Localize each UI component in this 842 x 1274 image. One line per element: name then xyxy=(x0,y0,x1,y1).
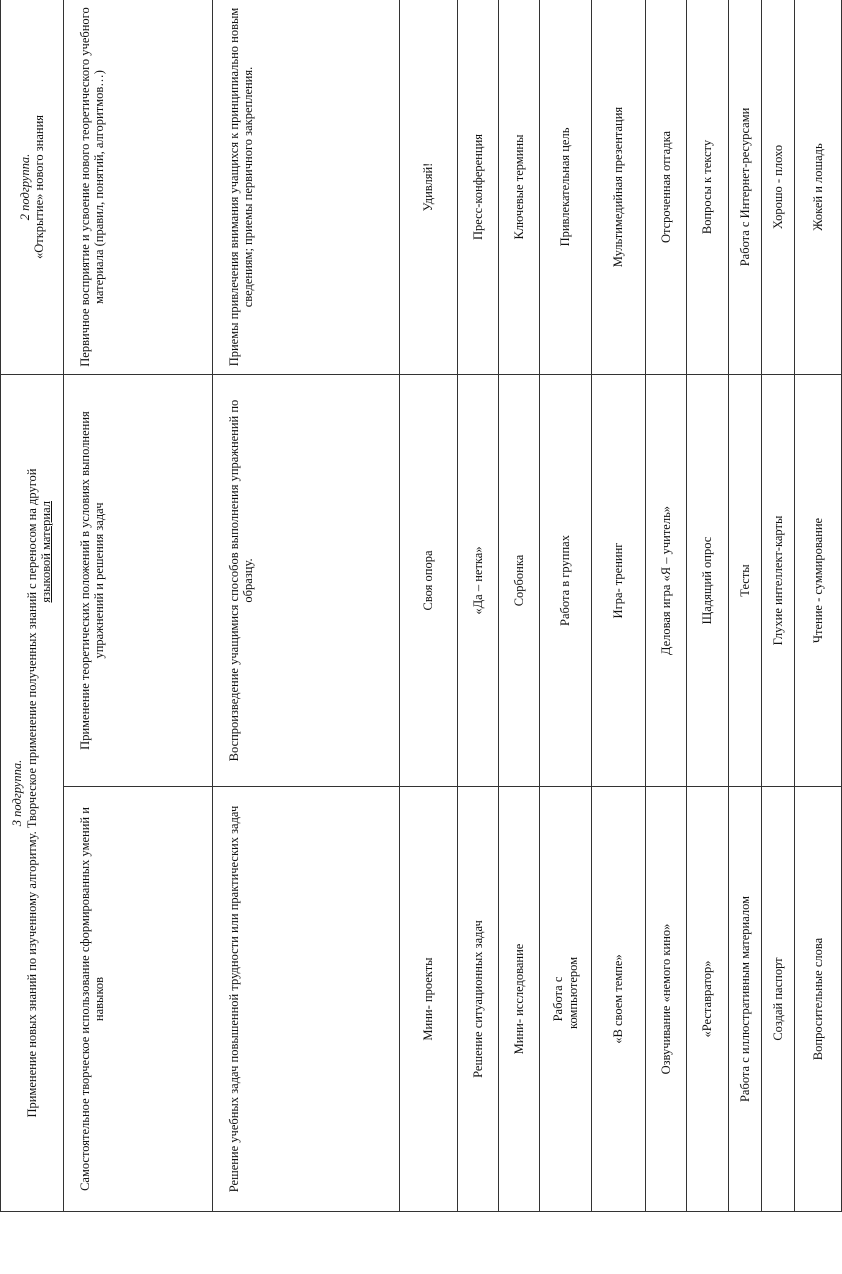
row-2-col-2: «Да – нетка» xyxy=(458,375,499,787)
group3-header xyxy=(1,375,64,1212)
row-4-col-1-text: Работа с компьютером xyxy=(551,956,580,1029)
row-8-col-3: Работа с Интернет-ресурсами xyxy=(729,0,762,375)
row-6-col-3: Отсроченная отгадка xyxy=(646,0,687,375)
row-10-col-2: Чтение - суммирование xyxy=(795,375,842,787)
group3-col2-method: Воспроизведение учащимися способов выполнения упражнений по образцу. xyxy=(213,375,400,787)
row-10-col-3: Жокей и лошадь xyxy=(795,0,842,375)
row-1-col-1: Мини- проекты xyxy=(400,787,458,1212)
row-4-col-1 xyxy=(540,787,592,1212)
table-row xyxy=(540,0,592,1212)
table-row xyxy=(458,0,499,1212)
group3-title: Применение новых знаний по изученному алгоритму. Творческое применение полученных знаний с переносом на другой xyxy=(24,468,39,1118)
row-9-col-3: Хорошо - плохо xyxy=(762,0,795,375)
row-8-col-2: Тесты xyxy=(729,375,762,787)
row-7-col-2: Щадящий опрос xyxy=(687,375,729,787)
table-row xyxy=(400,0,458,1212)
row-9-col-2: Глухие интеллект-карты xyxy=(762,375,795,787)
row-5-col-3: Мультимедийная презентация xyxy=(592,0,646,375)
group2-title: «Открытие» нового знания xyxy=(32,114,46,260)
row-5-col-2: Игра- тренинг xyxy=(592,375,646,787)
row-8-col-1: Работа с иллюстративным материалом xyxy=(729,787,762,1212)
table-row xyxy=(499,0,540,1212)
row-3-col-2: Сорбонка xyxy=(499,375,540,787)
row-3-col-3: Ключевые термины xyxy=(499,0,540,375)
row-4-col-3: Привлекательная цель xyxy=(540,0,592,375)
group3-col1-method: Решение учебных задач повышенной трудности или практических задач xyxy=(213,787,400,1212)
row-6-col-2: Деловая игра «Я – учитель» xyxy=(646,375,687,787)
table-row xyxy=(592,0,646,1212)
row-9-col-1: Создай паспорт xyxy=(762,787,795,1212)
table-row xyxy=(729,0,762,1212)
row-2-col-1: Решение ситуационных задач xyxy=(458,787,499,1212)
group2-method: Приемы привлечения внимания учащихся к принципиально новым сведениям; приемы первичного закрепления. xyxy=(213,0,400,375)
row-10-col-1: Вопросительные слова xyxy=(795,787,842,1212)
group3-title-tail: языковой материал xyxy=(39,501,54,603)
row-4-col-2: Работа в группах xyxy=(540,375,592,787)
group2-header xyxy=(1,0,64,375)
table-row xyxy=(762,0,795,1212)
row-7-col-1: «Реставратор» xyxy=(687,787,729,1212)
row-6-col-1: Озвучивание «немого кино» xyxy=(646,787,687,1212)
row-3-col-1: Мини- исследование xyxy=(499,787,540,1212)
row-7-col-3: Вопросы к тексту xyxy=(687,0,729,375)
group3-col1-goal: Самостоятельное творческое использование сформированных умений и навыков xyxy=(64,787,213,1212)
table-row xyxy=(795,0,842,1212)
row-5-col-1: «В своем темпе» xyxy=(592,787,646,1212)
group2-goal: Первичное восприятие и усвоение нового теоретического учебного материала (правил, понятий, алгоритмов…) xyxy=(64,0,213,375)
header-row xyxy=(1,0,64,1212)
row-1-col-2: Своя опора xyxy=(400,375,458,787)
group2-subtitle: 2 подгруппа. xyxy=(17,153,32,221)
row-1-col-3: Удивляй! xyxy=(400,0,458,375)
table-row xyxy=(646,0,687,1212)
group3-subtitle: 3 подгруппа. xyxy=(10,759,25,827)
goal-row xyxy=(64,0,213,1212)
method-row xyxy=(213,0,400,1212)
row-2-col-3: Пресс-конференция xyxy=(458,0,499,375)
group3-col2-goal: Применение теоретических положений в условиях выполнения упражнений и решения задач xyxy=(64,375,213,787)
table-row xyxy=(687,0,729,1212)
